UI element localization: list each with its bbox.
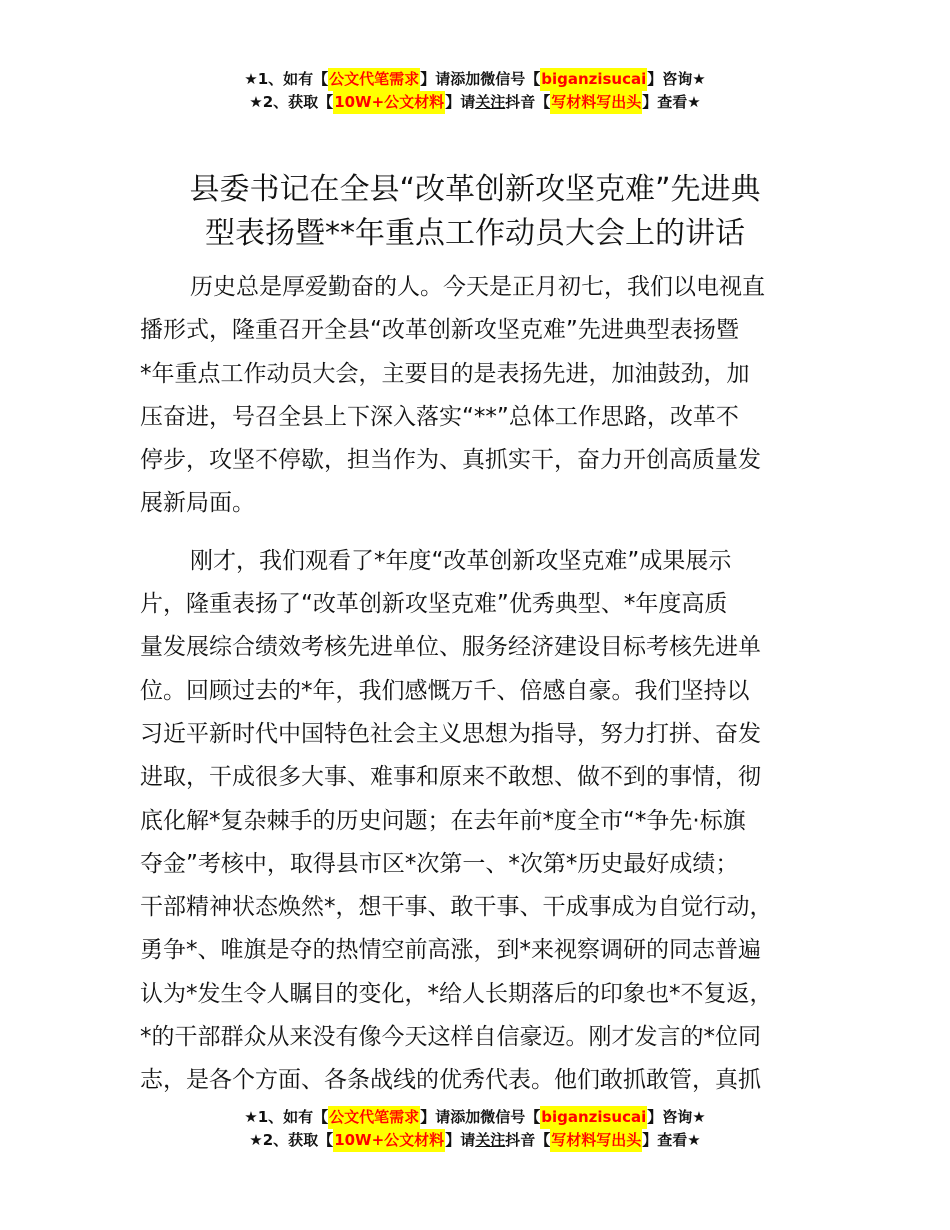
promo-line-1: [0, 1106, 950, 1129]
text-line: 压奋进，号召全县上下深入落实“**”总体工作思路，改革不: [140, 403, 739, 430]
text-line: 片，隆重表扬了“改革创新攻坚克难”优秀典型、*年度高质: [140, 591, 728, 618]
text-line: 勇争*、唯旗是夺的热情空前高涨，到*来视察调研的同志普遍: [140, 937, 761, 964]
text-line: 习近平新时代中国特色社会主义思想为指导，努力打拼、奋发: [140, 720, 761, 747]
paragraph-2: [140, 540, 840, 1103]
promo-text: ★1、如有【: [244, 70, 329, 88]
promo-text: 】查看★: [642, 93, 701, 111]
footer-promo-banner: [0, 1106, 950, 1152]
douyin-id-highlight: 写材料写出头: [550, 91, 642, 114]
text-line: 认为*发生令人瞩目的变化，*给人长期落后的印象也*不复返，: [140, 980, 773, 1007]
text-line: 干部精神状态焕然*，想干事、敢干事、干成事成为自觉行动，: [140, 894, 773, 921]
promo-text: 】咨询★: [647, 1108, 706, 1126]
title-line: 型表扬暨**年重点工作动员大会上的讲话: [205, 216, 745, 251]
text-line: 底化解*复杂棘手的历史问题；在去年前*度全市“*争先·标旗: [140, 807, 746, 834]
text-line: *的干部群众从来没有像今天这样自信豪迈。刚才发言的*位同: [140, 1024, 761, 1051]
text-line: 停步，攻坚不停歇，担当作为、真抓实干，奋力开创高质量发: [140, 447, 761, 474]
promo-text: 】咨询★: [647, 70, 706, 88]
promo-text: 抖音【: [505, 93, 551, 111]
paragraph-gap: [140, 526, 840, 540]
text-line: *年重点工作动员大会，主要目的是表扬先进，加油鼓劲，加: [140, 360, 750, 387]
text-line: 志，是各个方面、各条战线的优秀代表。他们敢抓敢管，真抓: [140, 1067, 761, 1094]
promo-underlined-text: 关注: [475, 1131, 506, 1149]
promo-highlight: 10W+公文材料: [333, 1129, 445, 1152]
text-line: 播形式，隆重召开全县“改革创新攻坚克难”先进典型表扬暨: [140, 317, 739, 344]
text-line: 进取，干成很多大事、难事和原来不敢想、做不到的事情，彻: [140, 764, 761, 791]
promo-line-2: [0, 91, 950, 114]
title-line: 县委书记在全县“改革创新攻坚克难”先进典: [189, 172, 761, 207]
text-line: 历史总是厚爱勤奋的人。今天是正月初七，我们以电视直: [190, 274, 765, 300]
promo-line-1: [0, 68, 950, 91]
promo-text: 】请添加微信号【: [420, 1108, 541, 1126]
promo-text: 】请: [445, 93, 476, 111]
promo-text: ★2、获取【: [249, 93, 334, 111]
text-line: 展新局面。: [140, 490, 255, 517]
promo-underlined-text: 关注: [475, 93, 506, 111]
document-body: [140, 266, 840, 1103]
text-line: 量发展综合绩效考核先进单位、服务经济建设目标考核先进单: [140, 634, 761, 661]
text-line: 刚才，我们观看了*年度“改革创新攻坚克难”成果展示: [190, 547, 732, 574]
promo-text: ★2、获取【: [249, 1131, 334, 1149]
promo-text: ★1、如有【: [244, 1108, 329, 1126]
douyin-id-highlight: 写材料写出头: [550, 1129, 642, 1152]
wechat-id-highlight: biganzisucai: [540, 1106, 647, 1129]
promo-text: 抖音【: [505, 1131, 551, 1149]
document-title: [0, 168, 950, 256]
header-promo-banner: [0, 68, 950, 114]
wechat-id-highlight: biganzisucai: [540, 68, 647, 91]
promo-text: 】请添加微信号【: [420, 70, 541, 88]
text-line: 夺金”考核中，取得县市区*次第一、*次第*历史最好成绩；: [140, 850, 739, 877]
promo-text: 】请: [445, 1131, 476, 1149]
promo-text: 】查看★: [642, 1131, 701, 1149]
paragraph-1: [140, 266, 840, 526]
text-line: 位。回顾过去的*年，我们感慨万千、倍感自豪。我们坚持以: [140, 677, 750, 704]
promo-highlight: 公文代笔需求: [328, 68, 420, 91]
promo-highlight: 10W+公文材料: [333, 91, 445, 114]
promo-highlight: 公文代笔需求: [328, 1106, 420, 1129]
promo-line-2: [0, 1129, 950, 1152]
